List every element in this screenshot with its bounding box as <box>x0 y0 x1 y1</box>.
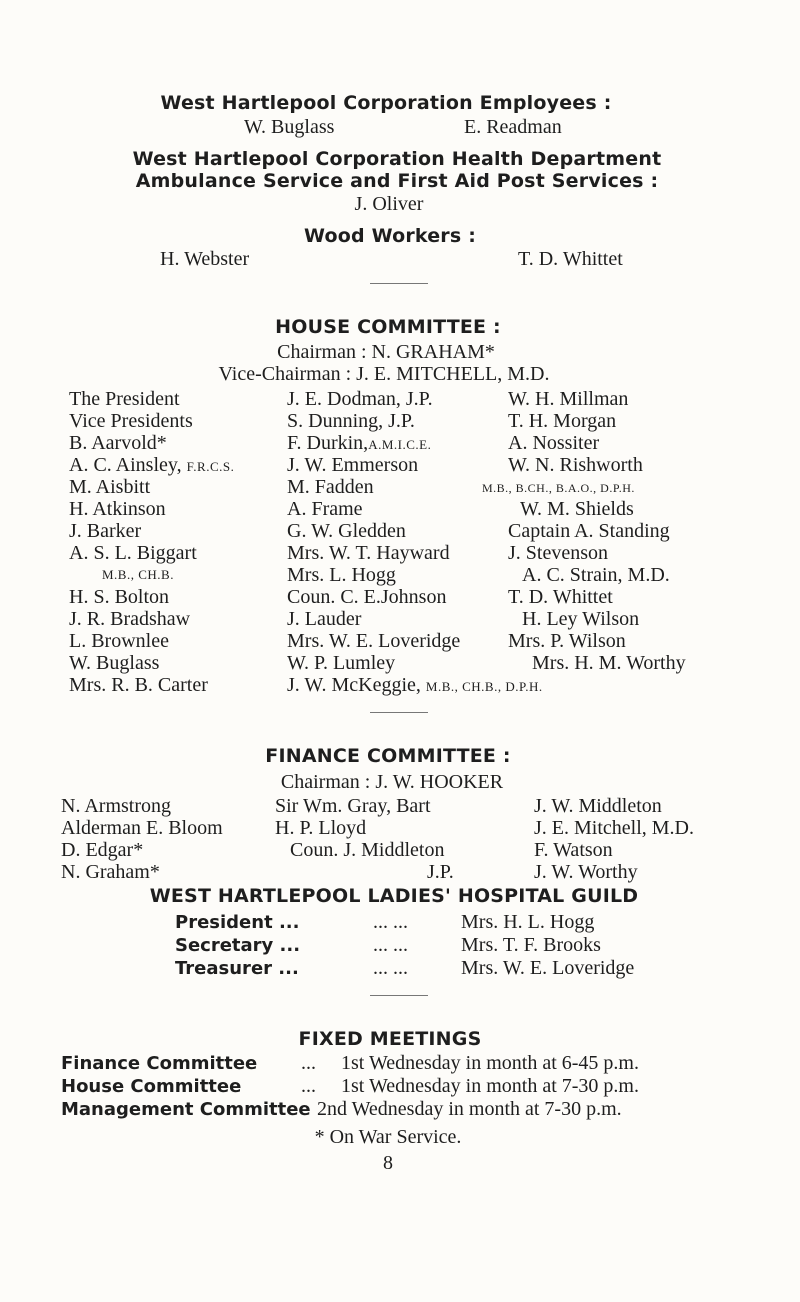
house-member: M. Fadden <box>287 476 374 498</box>
house-member: Mrs. R. B. Carter <box>69 674 208 696</box>
house-member: Vice Presidents <box>69 410 193 432</box>
house-member: A. Frame <box>287 498 363 520</box>
house-member: J. W. Emmerson <box>287 454 419 476</box>
house-member: H. Ley Wilson <box>522 608 640 630</box>
house-member: Mrs. L. Hogg <box>287 564 396 586</box>
house-member: A. S. L. Biggart <box>69 542 197 564</box>
finance-member: J.P. <box>427 861 454 883</box>
degree: A.M.I.C.E. <box>368 437 432 452</box>
guild-president: President ... ... ... Mrs. H. L. Hogg <box>175 911 595 933</box>
house-member: Coun. C. E.Johnson <box>287 586 447 608</box>
house-member: Mrs. W. E. Loveridge <box>287 630 461 652</box>
house-member: W. P. Lumley <box>287 652 396 674</box>
house-member: G. W. Gledden <box>287 520 406 542</box>
house-member: Mrs. W. T. Hayward <box>287 542 450 564</box>
house-member: Mrs. H. M. Worthy <box>532 652 686 674</box>
guild-heading: WEST HARTLEPOOL LADIES' HOSPITAL GUILD <box>149 885 639 907</box>
meetings-heading: FIXED MEETINGS <box>298 1028 482 1050</box>
finance-column-3 <box>534 795 694 883</box>
house-member-durkin: F. Durkin,A.M.I.C.E. <box>287 432 432 454</box>
house-member: W. M. Shields <box>520 498 634 520</box>
finance-member: H. P. Lloyd <box>275 817 367 839</box>
employees-right: E. Readman <box>464 116 562 138</box>
finance-column-1 <box>61 795 223 883</box>
house-member: W. Buglass <box>69 652 160 674</box>
finance-member: Alderman E. Bloom <box>61 817 223 839</box>
house-member: T. H. Morgan <box>508 410 617 432</box>
house-column-1 <box>69 388 234 696</box>
house-member-ainsley: A. C. Ainsley, F.R.C.S. <box>69 454 235 476</box>
health-heading-1: West Hartlepool Corporation Health Department <box>132 148 662 170</box>
finance-member: Sir Wm. Gray, Bart <box>275 795 431 817</box>
divider <box>370 283 428 284</box>
footnote: * On War Service. <box>314 1126 462 1148</box>
employees-heading: West Hartlepool Corporation Employees : <box>160 92 612 114</box>
house-member: W. N. Rishworth <box>508 454 643 476</box>
finance-member: N. Graham* <box>61 861 160 883</box>
house-member-degree: M.B., CH.B. <box>102 567 174 582</box>
finance-member: J. W. Worthy <box>534 861 638 883</box>
house-member: J. Lauder <box>287 608 362 630</box>
health-name: J. Oliver <box>354 193 424 215</box>
house-member: W. H. Millman <box>508 388 629 410</box>
finance-member: J. W. Middleton <box>534 795 662 817</box>
finance-member: Coun. J. Middleton <box>290 839 445 861</box>
guild-treasurer: Treasurer ... ... ... Mrs. W. E. Loveridge <box>175 957 635 979</box>
degree: M.B., CH.B., D.P.H. <box>425 679 543 694</box>
house-chairman: Chairman : N. GRAHAM* <box>277 341 495 363</box>
house-member-mckeggie: J. W. McKeggie, M.B., CH.B., D.P.H. <box>287 674 543 696</box>
house-member: M. Aisbitt <box>69 476 151 498</box>
house-member: J. Barker <box>69 520 142 542</box>
house-member: J. Stevenson <box>508 542 608 564</box>
meeting-finance: Finance Committee ... 1st Wednesday in month at 6-45 p.m. <box>61 1052 639 1074</box>
house-member: Mrs. P. Wilson <box>508 630 626 652</box>
house-heading: HOUSE COMMITTEE : <box>275 316 501 338</box>
finance-column-2 <box>275 795 454 883</box>
degree: F.R.C.S. <box>186 459 235 474</box>
guild-secretary: Secretary ... ... ... Mrs. T. F. Brooks <box>175 934 601 956</box>
house-member: A. C. Strain, M.D. <box>522 564 670 586</box>
house-member: H. S. Bolton <box>69 586 170 608</box>
wood-left: H. Webster <box>160 248 250 270</box>
wood-right: T. D. Whittet <box>518 248 623 270</box>
house-member: J. R. Bradshaw <box>69 608 191 630</box>
finance-member: N. Armstrong <box>61 795 171 817</box>
house-vice-chairman: Vice-Chairman : J. E. MITCHELL, M.D. <box>218 363 550 385</box>
house-member: T. D. Whittet <box>508 586 613 608</box>
house-member: Captain A. Standing <box>508 520 670 542</box>
divider <box>370 995 428 996</box>
house-column-3 <box>482 388 686 674</box>
meeting-management: Management Committee 2nd Wednesday in month at 7-30 p.m. <box>61 1098 622 1120</box>
wood-heading: Wood Workers : <box>303 225 476 247</box>
house-member-degree: M.B., B.CH., B.A.O., D.P.H. <box>482 481 635 495</box>
house-member: The President <box>69 388 180 410</box>
health-heading-2: Ambulance Service and First Aid Post Services : <box>135 170 659 192</box>
meeting-house: House Committee ... 1st Wednesday in month at 7-30 p.m. <box>61 1075 639 1097</box>
house-member: S. Dunning, J.P. <box>287 410 415 432</box>
house-member: H. Atkinson <box>69 498 166 520</box>
finance-member: D. Edgar* <box>61 839 144 861</box>
house-column-2 <box>287 388 543 696</box>
finance-member: J. E. Mitchell, M.D. <box>534 817 694 839</box>
house-member: A. Nossiter <box>508 432 600 454</box>
house-member: L. Brownlee <box>69 630 169 652</box>
divider <box>370 712 428 713</box>
house-member: J. E. Dodman, J.P. <box>287 388 433 410</box>
finance-heading: FINANCE COMMITTEE : <box>265 745 511 767</box>
finance-chairman: Chairman : J. W. HOOKER <box>280 771 504 793</box>
finance-member: F. Watson <box>534 839 613 861</box>
page-number: 8 <box>383 1152 393 1174</box>
house-member: B. Aarvold* <box>69 432 167 454</box>
employees-left: W. Buglass <box>244 116 335 138</box>
